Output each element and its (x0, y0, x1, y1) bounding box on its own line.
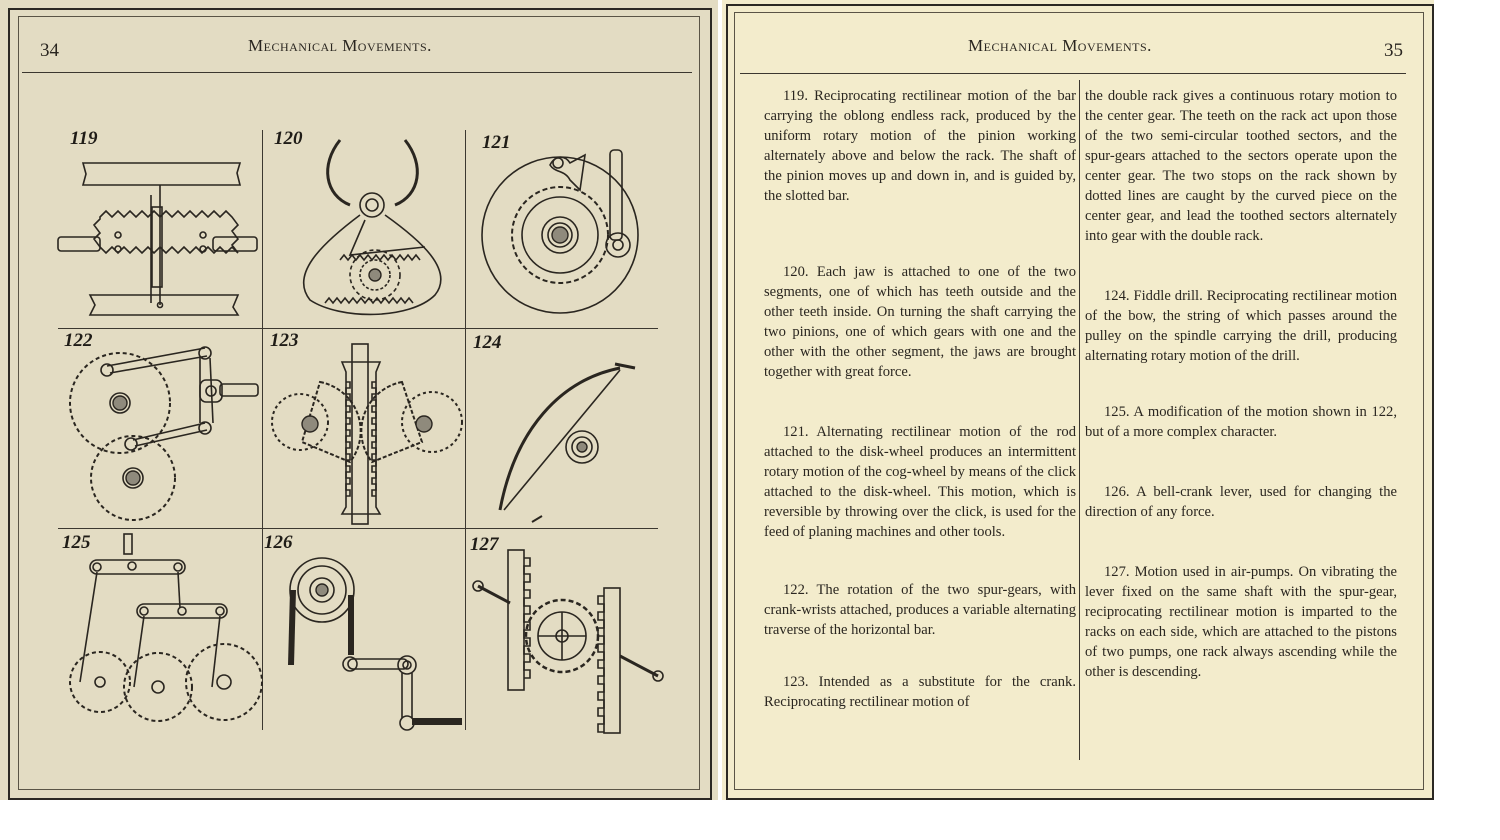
paragraph-126 (1085, 482, 1397, 522)
paragraph-number: 124. (1103, 288, 1130, 304)
running-head: Mechanical Movements. (248, 36, 432, 55)
three-gear-linkage-drawing-icon (62, 532, 262, 717)
paragraph-number: 126. (1103, 484, 1130, 500)
figure-label: 127 (470, 534, 499, 555)
figure-label: 124 (473, 332, 502, 353)
paragraph-text: Intended as a substitute for the crank. Reciprocating rectilinear motion of (764, 674, 1076, 710)
paragraph-number: 127. (1103, 564, 1130, 580)
right-page (722, 0, 1434, 800)
figure-label: 125 (62, 532, 91, 553)
paragraph-text: A modification of the motion shown in 122, but of a more complex character. (1085, 404, 1397, 440)
air-pump-racks-drawing-icon (470, 548, 670, 738)
paragraph-number: 122. (782, 582, 809, 598)
figure-label: 123 (270, 330, 299, 351)
left-page (0, 0, 718, 800)
grid-row-divider (58, 328, 658, 329)
fiddle-drill-drawing-icon (490, 360, 650, 530)
paragraph-127 (1085, 562, 1397, 682)
paragraph-text: A bell-crank lever, used for changing the direction of any force. (1085, 484, 1397, 520)
column-divider (1079, 80, 1080, 760)
paragraph-120 (764, 262, 1076, 382)
text-column-right (1085, 86, 1397, 682)
running-head: Mechanical Movements. (968, 36, 1152, 55)
figure-label: 120 (274, 128, 303, 149)
paragraph-124 (1085, 286, 1397, 366)
rack-and-pinion-drawing-icon (55, 155, 265, 320)
paragraph-text: the double rack gives a continuous rotary motion to the center gear. The teeth on the rack act upon those of the two semi-circular toothed sectors, and the spur-gears attached to the sectors operate upon the center gear. The two stops on the rack shown by dotted lines are caught by the curved piece on the center gear, and lead the toothed sectors alternately into gear with the double rack. (1085, 88, 1397, 244)
pincer-jaws-drawing-icon (290, 135, 455, 315)
paragraph-text: Fiddle drill. Reciprocating rectilinear motion of the bow, the string of which passes around the pulley on the spindle carrying the drill, producing alternating rotary motion of the drill. (1085, 288, 1397, 364)
paragraph-123 (764, 672, 1076, 712)
header-rule (22, 72, 692, 73)
paragraph-text: Alternating rectilinear motion of the rod attached to the disk-wheel produces an intermittent rotary motion of the cog-wheel by means of the click attached to the disk-wheel. This motion, which is reversible by throwing over the click, is used for the feed of planing machines and other tools. (764, 424, 1076, 540)
paragraph-125 (1085, 402, 1397, 442)
paragraph-text: Each jaw is attached to one of the two segments, one of which has teeth outside and the other teeth inside. On turning the shaft carrying the two pinions, one of which gears with one and the other with the other segment, the jaws are brought together with great force. (764, 264, 1076, 380)
paragraph-number: 125. (1103, 404, 1130, 420)
paragraph-number: 119. (782, 88, 808, 104)
text-column-left (764, 86, 1076, 712)
double-rack-sectors-drawing-icon (272, 332, 472, 527)
paragraph-119 (764, 86, 1076, 206)
crank-wrist-gears-drawing-icon (65, 348, 265, 518)
paragraph-121 (764, 422, 1076, 542)
paragraph-text: Motion used in air-pumps. On vibrating the lever fixed on the same shaft with the spur-gear, reciprocating rectilinear motion is imparted to the racks on each side, which are attached to the pistons of two pumps, one rack always ascending while the other is descending. (1085, 564, 1397, 680)
paragraph-number: 120. (782, 264, 809, 280)
header-rule (740, 73, 1406, 74)
paragraph-number: 123. (782, 674, 809, 690)
paragraph-123-continued (1085, 86, 1397, 246)
paragraph-text: The rotation of the two spur-gears, with crank-wrists attached, produces a variable alternating traverse of the horizontal bar. (764, 582, 1076, 638)
figure-label: 119 (70, 128, 98, 149)
page-number: 35 (1384, 40, 1403, 61)
figure-label: 121 (482, 132, 511, 153)
paragraph-number: 121. (782, 424, 809, 440)
bell-crank-lever-drawing-icon (282, 555, 462, 735)
paragraph-122 (764, 580, 1076, 640)
figure-label: 122 (64, 330, 93, 351)
page-number: 34 (40, 40, 59, 61)
paragraph-text: Reciprocating rectilinear motion of the bar carrying the oblong endless rack, produced by the uniform rotary motion of the pinion working alternately above and below the rack. The shaft of the pinion moves up and down in, and is guided by, the slotted bar. (764, 88, 1076, 204)
figure-label: 126 (264, 532, 293, 553)
ratchet-disk-wheel-drawing-icon (485, 145, 655, 320)
